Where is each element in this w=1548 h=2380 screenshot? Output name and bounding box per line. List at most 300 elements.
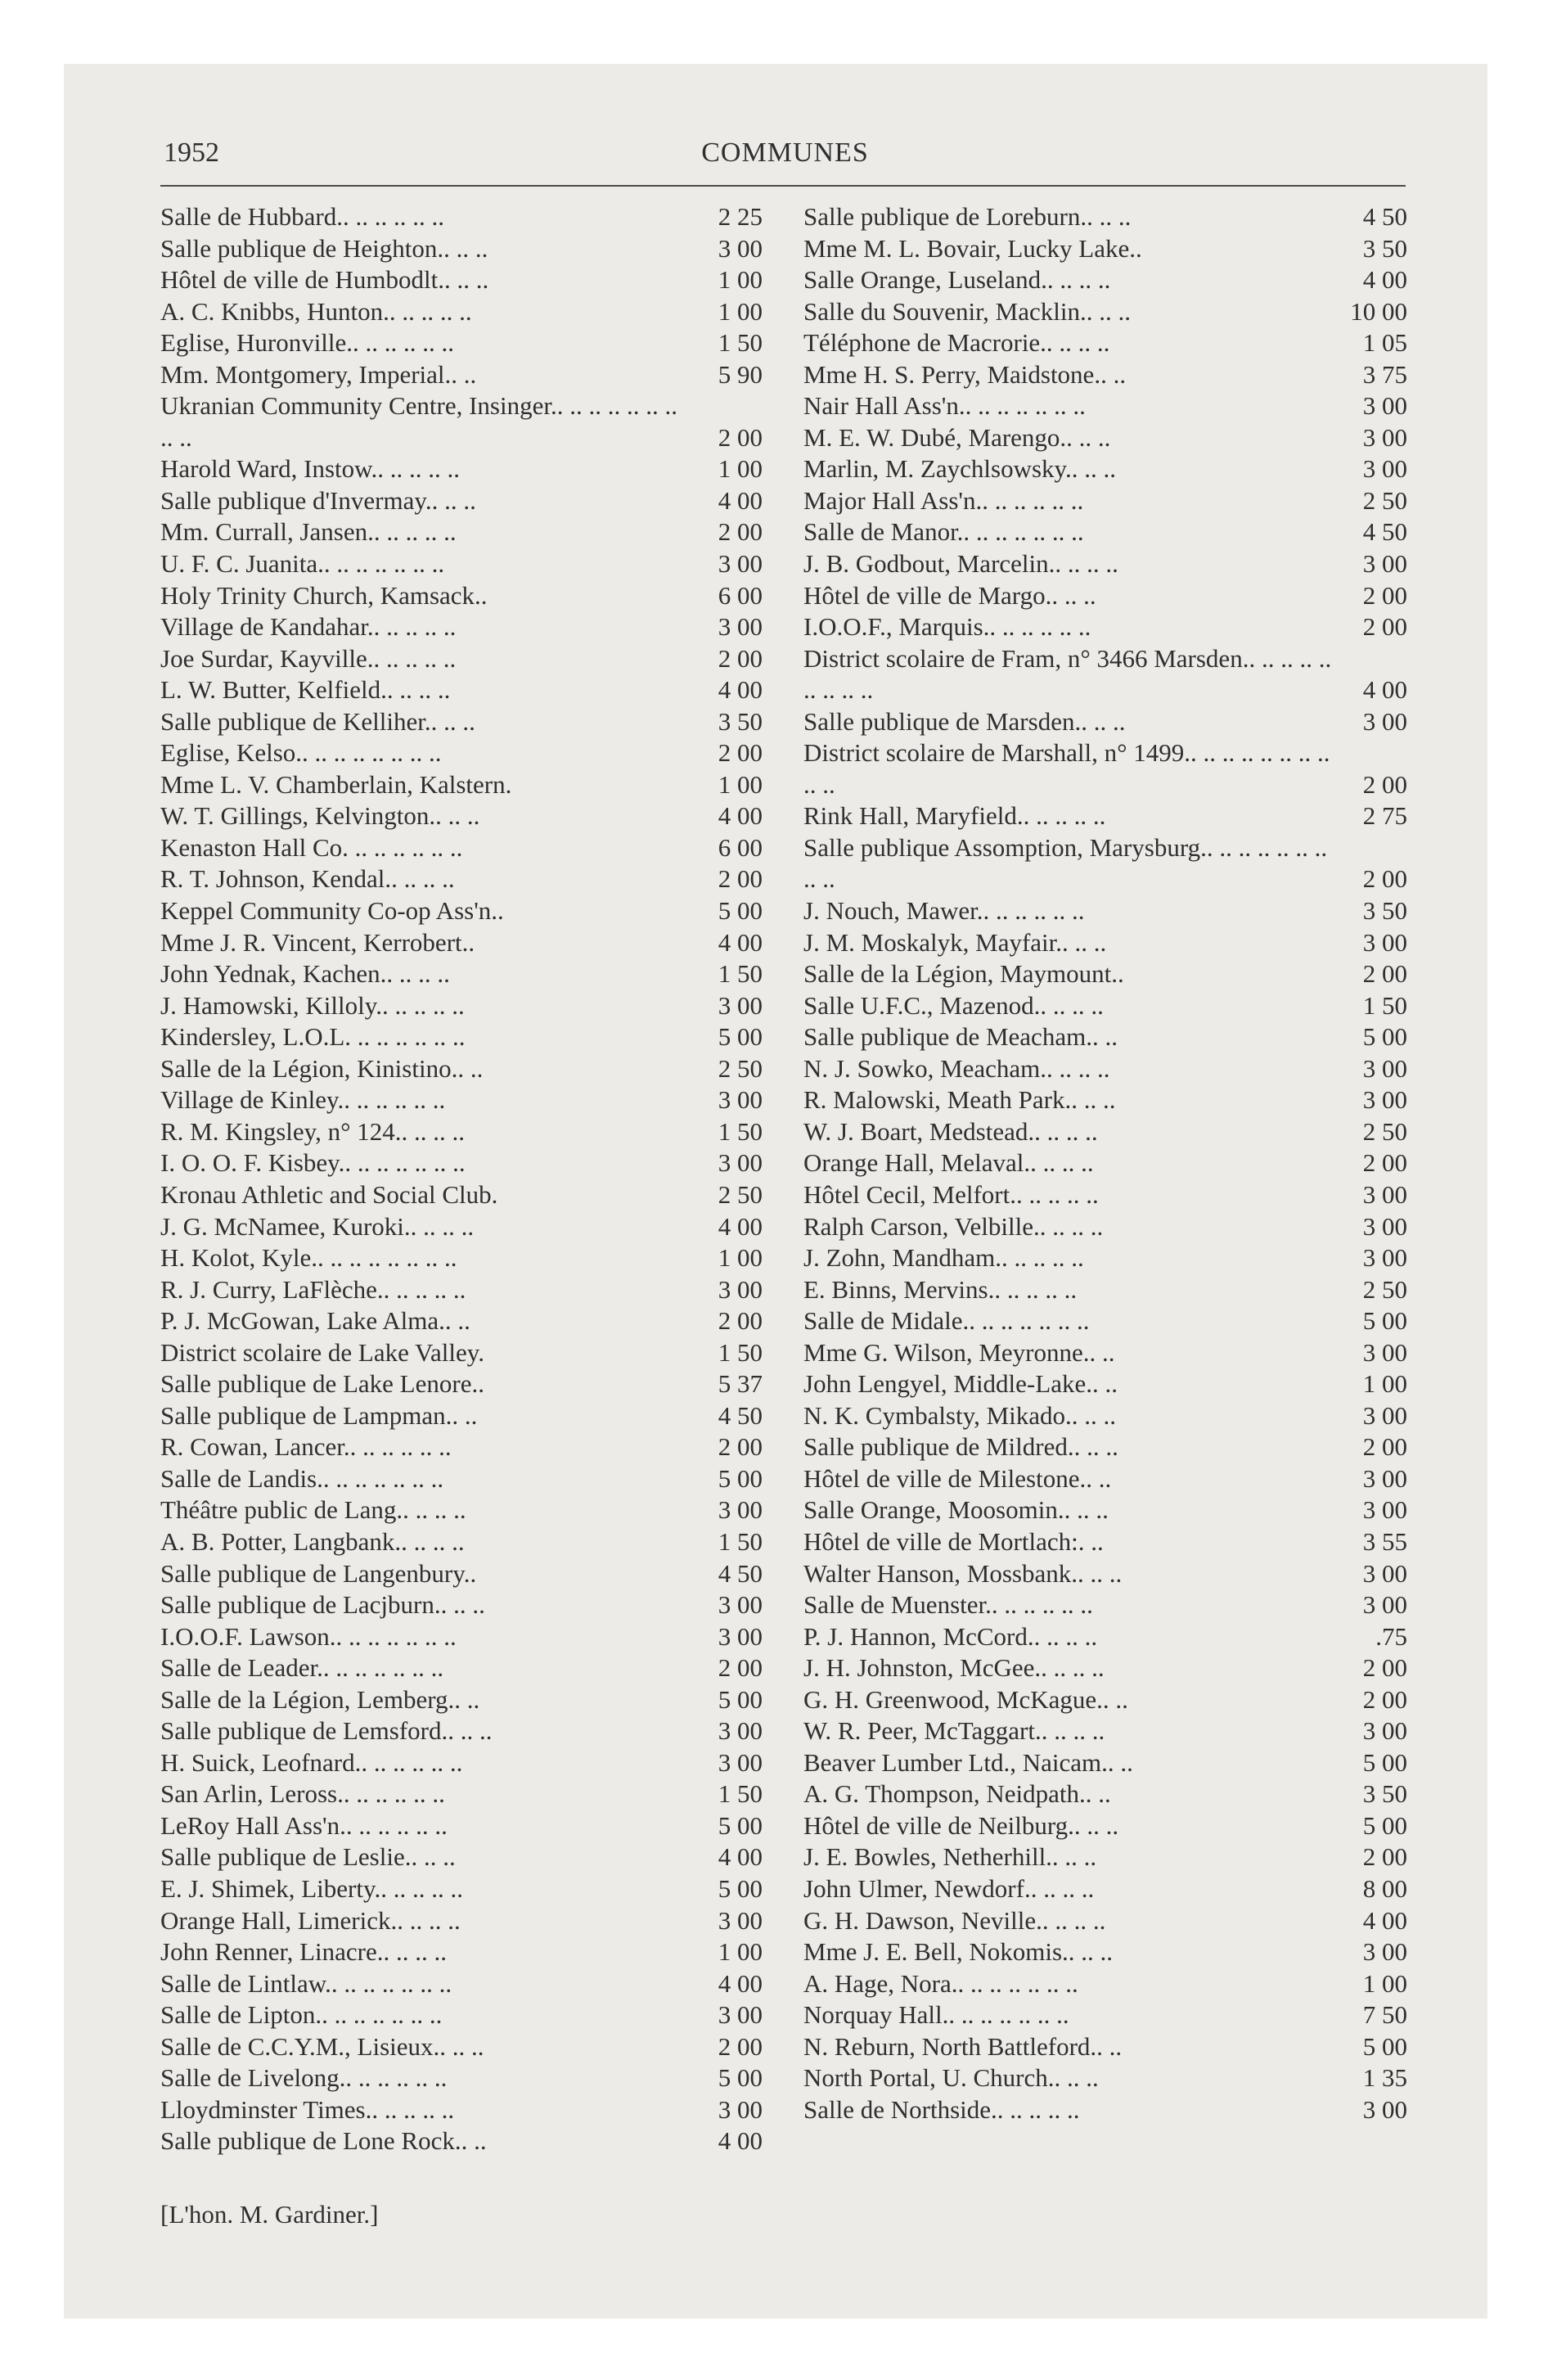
entry-name: J. H. Johnston, McGee.. .. .. .. (803, 1653, 1105, 1683)
entry-amount: 1 50 (718, 1337, 763, 1367)
list-item (160, 1621, 763, 1653)
entry-name: I. O. O. F. Kisbey.. .. .. .. .. .. .. (160, 1148, 466, 1178)
list-item (803, 1463, 1407, 1495)
list-item (803, 1558, 1407, 1590)
list-item (160, 800, 763, 832)
left-column (160, 201, 763, 2157)
list-item (160, 485, 763, 517)
entry-name: G. H. Greenwood, McKague.. .. (803, 1684, 1128, 1714)
list-item (803, 737, 1407, 800)
entry-name: Marlin, M. Zaychlsowsky.. .. .. (803, 454, 1117, 484)
entry-name: Orange Hall, Melaval.. .. .. .. (803, 1148, 1094, 1178)
entry-name: Salle publique de Leslie.. .. .. (160, 1842, 456, 1872)
list-item (160, 233, 763, 265)
entry-amount: 3 00 (718, 1747, 763, 1777)
entry-name: Salle de C.C.Y.M., Lisieux.. .. .. (160, 2031, 484, 2061)
list-item (160, 674, 763, 706)
entry-amount: 1 00 (718, 454, 763, 484)
entry-amount: 2 00 (718, 643, 763, 673)
entry-name: Joe Surdar, Kayville.. .. .. .. .. (160, 643, 457, 673)
entry-amount: 2 00 (1362, 1842, 1407, 1872)
entry-amount: 1 05 (1362, 328, 1407, 358)
entry-amount: 2 00 (1362, 1148, 1407, 1178)
entry-amount: 3 50 (718, 706, 763, 736)
entry-amount: 3 00 (1362, 391, 1407, 421)
entry-name: Théâtre public de Lang.. .. .. .. (160, 1495, 466, 1525)
entry-name: Hôtel Cecil, Melfort.. .. .. .. .. (803, 1179, 1099, 1209)
entry-amount: 7 50 (1362, 2000, 1407, 2030)
entry-amount: 2 00 (718, 738, 763, 768)
entry-name: Salle publique de Loreburn.. .. .. (803, 202, 1132, 231)
entry-name: Mme J. E. Bell, Nokomis.. .. .. (803, 1937, 1114, 1967)
list-item (803, 895, 1407, 927)
list-item (803, 1905, 1407, 1937)
list-item (803, 1810, 1407, 1842)
list-item (803, 990, 1407, 1022)
list-item (160, 927, 763, 959)
list-item (803, 2094, 1407, 2126)
list-item (160, 1400, 763, 1432)
list-item (803, 800, 1407, 832)
entry-amount: 2 50 (1362, 485, 1407, 515)
entry-name: J. M. Moskalyk, Mayfair.. .. .. (803, 927, 1107, 957)
speaker-footer: [L'hon. M. Gardiner.] (160, 2200, 379, 2229)
list-item (160, 516, 763, 548)
entry-amount: 4 00 (718, 485, 763, 515)
entry-amount: 3 00 (1362, 1716, 1407, 1746)
entry-name: Eglise, Huronville.. .. .. .. .. .. (160, 328, 455, 358)
list-item (160, 1053, 763, 1085)
entry-name: Salle de Midale.. .. .. .. .. .. .. (803, 1306, 1090, 1336)
entry-name: Salle publique de Lake Lenore.. (160, 1369, 484, 1399)
entry-amount: 3 00 (718, 612, 763, 642)
entry-amount: 2 00 (1362, 864, 1407, 894)
entry-amount: 2 00 (1362, 959, 1407, 989)
list-item (160, 1652, 763, 1684)
entry-name: Salle de Lipton.. .. .. .. .. .. .. (160, 2000, 443, 2030)
entry-amount: 4 00 (718, 2126, 763, 2156)
entry-amount: 1 50 (718, 1116, 763, 1146)
list-item (160, 264, 763, 296)
entry-amount: 4 00 (718, 1842, 763, 1872)
list-item (160, 359, 763, 391)
list-item (803, 1715, 1407, 1747)
list-item (803, 1147, 1407, 1179)
list-item (160, 1905, 763, 1937)
entry-name: Salle publique d'Invermay.. .. .. (160, 485, 476, 515)
list-item (803, 2031, 1407, 2063)
entry-amount: 4 00 (718, 801, 763, 831)
entry-amount: 5 00 (1362, 1022, 1407, 1052)
entry-name: John Yednak, Kachen.. .. .. .. (160, 959, 450, 989)
entry-amount: 4 50 (1362, 517, 1407, 547)
list-item (160, 1526, 763, 1558)
entry-amount: 4 00 (718, 1211, 763, 1241)
entry-amount: 5 00 (1362, 1306, 1407, 1336)
entry-amount: 2 00 (1362, 1653, 1407, 1683)
entry-name: Mm. Currall, Jansen.. .. .. .. .. (160, 517, 457, 547)
entry-amount: 3 00 (718, 1274, 763, 1304)
list-item (160, 296, 763, 328)
entry-name: R. T. Johnson, Kendal.. .. .. .. (160, 864, 455, 894)
entry-amount: 5 00 (718, 1463, 763, 1493)
list-item (803, 1337, 1407, 1369)
list-item (160, 1274, 763, 1306)
list-item (160, 327, 763, 359)
entry-name: E. Binns, Mervins.. .. .. .. .. (803, 1274, 1078, 1304)
entry-name: Hôtel de ville de Mortlach:. .. (803, 1526, 1104, 1556)
entry-amount: 1 00 (718, 769, 763, 799)
entry-amount: 3 00 (718, 2094, 763, 2124)
entry-name: Lloydminster Times.. .. .. .. .. (160, 2094, 455, 2124)
entry-name: Beaver Lumber Ltd., Naicam.. .. (803, 1747, 1133, 1777)
entry-amount: 1 50 (718, 959, 763, 989)
entry-name: Mme J. R. Vincent, Kerrobert.. (160, 927, 475, 957)
entry-amount: 1 50 (718, 1779, 763, 1809)
entry-amount: 2 00 (718, 1306, 763, 1336)
entry-amount: 3 00 (718, 1148, 763, 1178)
entry-amount: 3 00 (1362, 706, 1407, 736)
list-item (803, 958, 1407, 990)
entry-name: Téléphone de Macrorie.. .. .. .. (803, 328, 1110, 358)
page-year: 1952 (164, 137, 219, 168)
entry-name: W. R. Peer, McTaggart.. .. .. .. (803, 1716, 1105, 1746)
entry-amount: 2 50 (718, 1179, 763, 1209)
entry-name: District scolaire de Marshall, n° 1499.. .. .. .. .. .. .. .. .. .. (803, 738, 1330, 799)
entry-name: Salle du Souvenir, Macklin.. .. .. (803, 296, 1131, 326)
entry-name: Harold Ward, Instow.. .. .. .. .. (160, 454, 461, 484)
entry-amount: 2 00 (718, 1432, 763, 1462)
entry-amount: 4 00 (1362, 1905, 1407, 1935)
entry-amount: 3 00 (1362, 1463, 1407, 1493)
entry-amount: 2 00 (718, 864, 763, 894)
list-item (803, 1431, 1407, 1463)
entry-name: Village de Kandahar.. .. .. .. .. (160, 612, 457, 642)
entry-name: N. J. Sowko, Meacham.. .. .. .. (803, 1053, 1110, 1083)
entry-amount: 6 00 (718, 832, 763, 862)
entry-name: Salle publique de Lone Rock.. .. (160, 2126, 487, 2156)
entry-name: Holy Trinity Church, Kamsack.. (160, 580, 488, 610)
entry-name: John Ulmer, Newdorf.. .. .. .. (803, 1873, 1095, 1903)
entry-name: North Portal, U. Church.. .. .. (803, 2063, 1099, 2093)
entry-name: Salle publique de Mildred.. .. .. (803, 1432, 1118, 1462)
entry-amount: 5 00 (718, 896, 763, 926)
entry-name: A. G. Thompson, Neidpath.. .. (803, 1779, 1111, 1809)
entry-name: I.O.O.F., Marquis.. .. .. .. .. .. (803, 612, 1091, 642)
entry-name: Rink Hall, Maryfield.. .. .. .. .. (803, 801, 1106, 831)
entry-name: U. F. C. Juanita.. .. .. .. .. .. .. (160, 549, 445, 579)
entry-amount: 5 00 (1362, 2031, 1407, 2061)
entry-amount: 3 00 (1362, 549, 1407, 579)
entry-name: LeRoy Hall Ass'n.. .. .. .. .. .. (160, 1810, 448, 1840)
list-item (803, 516, 1407, 548)
entry-amount: 3 55 (1362, 1526, 1407, 1556)
entry-name: Hôtel de ville de Humbodlt.. .. .. (160, 265, 489, 295)
list-item (803, 296, 1407, 328)
right-column (803, 201, 1407, 2125)
entry-amount: 8 00 (1362, 1873, 1407, 1903)
list-item (803, 927, 1407, 959)
list-item (803, 1274, 1407, 1306)
entry-name: N. Reburn, North Battleford.. .. (803, 2031, 1123, 2061)
entry-amount: 3 00 (1362, 1337, 1407, 1367)
entry-amount: 2 50 (1362, 1274, 1407, 1304)
entry-name: A. B. Potter, Langbank.. .. .. .. (160, 1526, 465, 1556)
list-item (803, 1841, 1407, 1873)
list-item (160, 1021, 763, 1053)
entry-name: R. Cowan, Lancer.. .. .. .. .. .. (160, 1432, 452, 1462)
list-item (160, 863, 763, 895)
list-item (803, 485, 1407, 517)
entry-name: Salle U.F.C., Mazenod.. .. .. .. (803, 990, 1104, 1020)
entry-name: Salle publique Assomption, Marysburg.. .. .. .. .. .. .. .. .. (803, 832, 1328, 894)
entry-amount: 2 00 (718, 1653, 763, 1683)
list-item (803, 264, 1407, 296)
entry-name: J. Nouch, Mawer.. .. .. .. .. .. (803, 896, 1085, 926)
list-item (160, 1179, 763, 1211)
list-item (160, 1589, 763, 1621)
list-item (160, 1368, 763, 1400)
list-item (160, 548, 763, 580)
entry-name: Salle publique de Heighton.. .. .. (160, 233, 488, 263)
entry-amount: 1 00 (718, 1937, 763, 1967)
list-item (160, 2125, 763, 2157)
entry-name: San Arlin, Leross.. .. .. .. .. .. (160, 1779, 445, 1809)
entry-name: Norquay Hall.. .. .. .. .. .. .. (803, 2000, 1069, 2030)
entry-amount: 2 00 (718, 422, 763, 452)
entry-name: Hôtel de ville de Neilburg.. .. .. (803, 1810, 1119, 1840)
entry-name: Hôtel de ville de Margo.. .. .. (803, 580, 1096, 610)
entry-name: Salle de Muenster.. .. .. .. .. .. (803, 1590, 1093, 1620)
list-item (803, 1242, 1407, 1274)
entry-amount: 3 00 (718, 1905, 763, 1935)
entry-name: Salle Orange, Luseland.. .. .. .. (803, 265, 1111, 295)
entry-amount: 1 00 (1362, 1968, 1407, 1998)
list-item (803, 643, 1407, 706)
list-item (160, 1684, 763, 1716)
entry-amount: 4 50 (718, 1558, 763, 1588)
entry-name: Hôtel de ville de Milestone.. .. (803, 1463, 1112, 1493)
entry-amount: 3 00 (1362, 1053, 1407, 1083)
entry-amount: 2 25 (718, 202, 763, 231)
entry-name: Salle de Northside.. .. .. .. .. (803, 2094, 1080, 2124)
entry-name: J. G. McNamee, Kuroki.. .. .. .. (160, 1211, 475, 1241)
entry-amount: 1 50 (1362, 990, 1407, 1020)
entry-name: W. J. Boart, Medstead.. .. .. .. (803, 1116, 1098, 1146)
entry-name: Mme H. S. Perry, Maidstone.. .. (803, 359, 1127, 389)
list-item (160, 1936, 763, 1968)
entry-name: John Renner, Linacre.. .. .. .. (160, 1937, 447, 1967)
list-item (160, 1810, 763, 1842)
entry-name: Salle de Livelong.. .. .. .. .. .. (160, 2063, 448, 2093)
entry-name: Ralph Carson, Velbille.. .. .. .. (803, 1211, 1104, 1241)
entry-amount: 2 00 (718, 517, 763, 547)
entry-name: Village de Kinley.. .. .. .. .. .. (160, 1085, 446, 1115)
entry-amount: .75 (1375, 1621, 1407, 1651)
list-item (803, 832, 1407, 895)
entry-amount: 4 00 (1362, 265, 1407, 295)
entry-name: P. J. Hannon, McCord.. .. .. .. (803, 1621, 1098, 1651)
entry-name: Kenaston Hall Co. .. .. .. .. .. .. (160, 832, 463, 862)
list-item (160, 958, 763, 990)
entry-amount: 2 50 (718, 1053, 763, 1083)
entry-name: Mm. Montgomery, Imperial.. .. (160, 359, 477, 389)
list-item (160, 706, 763, 738)
entry-amount: 3 00 (1362, 927, 1407, 957)
entry-amount: 3 00 (718, 1495, 763, 1525)
entry-amount: 2 75 (1362, 801, 1407, 831)
entry-amount: 3 00 (1362, 1495, 1407, 1525)
entry-amount: 4 00 (718, 1968, 763, 1998)
entry-name: M. E. W. Dubé, Marengo.. .. .. (803, 422, 1111, 452)
entry-amount: 1 35 (1362, 2063, 1407, 2093)
list-item (160, 1778, 763, 1810)
entry-name: Salle de Leader.. .. .. .. .. .. .. (160, 1653, 444, 1683)
list-item (803, 453, 1407, 485)
entry-amount: 4 50 (1362, 202, 1407, 231)
list-item (160, 1211, 763, 1243)
list-item (803, 1684, 1407, 1716)
list-item (160, 580, 763, 612)
entry-name: L. W. Butter, Kelfield.. .. .. .. (160, 675, 451, 705)
list-item (803, 1526, 1407, 1558)
entry-name: Major Hall Ass'n.. .. .. .. .. .. (803, 485, 1084, 515)
entry-amount: 3 00 (1362, 1558, 1407, 1588)
list-item (160, 390, 763, 453)
list-item (803, 390, 1407, 422)
entry-amount: 5 00 (1362, 1747, 1407, 1777)
entry-amount: 2 50 (1362, 1116, 1407, 1146)
entry-amount: 3 00 (1362, 1590, 1407, 1620)
entry-amount: 4 00 (1362, 675, 1407, 705)
list-item (803, 548, 1407, 580)
entry-amount: 5 00 (1362, 1810, 1407, 1840)
list-item (160, 1242, 763, 1274)
list-item (803, 706, 1407, 738)
entry-name: J. Zohn, Mandham.. .. .. .. .. (803, 1243, 1084, 1273)
list-item (160, 1747, 763, 1779)
entry-name: J. E. Bowles, Netherhill.. .. .. (803, 1842, 1097, 1872)
entry-name: Orange Hall, Limerick.. .. .. .. (160, 1905, 461, 1935)
entry-name: Keppel Community Co-op Ass'n.. (160, 896, 504, 926)
entry-name: Salle de la Légion, Lemberg.. .. (160, 1684, 480, 1714)
entry-name: J. Hamowski, Killoly.. .. .. .. .. (160, 990, 465, 1020)
list-item (803, 1494, 1407, 1526)
entry-amount: 5 00 (718, 2063, 763, 2093)
list-item (803, 1116, 1407, 1148)
entry-amount: 3 00 (1362, 1400, 1407, 1430)
entry-name: District scolaire de Fram, n° 3466 Marsden.. .. .. .. .. .. .. .. .. (803, 643, 1332, 705)
entry-amount: 3 50 (1362, 896, 1407, 926)
entry-amount: 3 00 (718, 549, 763, 579)
list-item (160, 1463, 763, 1495)
entry-name: Mme M. L. Bovair, Lucky Lake.. (803, 233, 1142, 263)
entry-amount: 3 00 (718, 990, 763, 1020)
list-item (160, 1558, 763, 1590)
entry-name: R. Malowski, Meath Park.. .. .. (803, 1085, 1116, 1115)
list-item (160, 453, 763, 485)
entry-amount: 5 90 (718, 359, 763, 389)
entry-amount: 5 00 (718, 1810, 763, 1840)
list-item (803, 233, 1407, 265)
entry-amount: 1 50 (718, 328, 763, 358)
list-item (803, 359, 1407, 391)
entry-amount: 2 00 (1362, 1684, 1407, 1714)
entry-amount: 3 50 (1362, 233, 1407, 263)
list-item (160, 832, 763, 864)
entry-amount: 3 00 (718, 2000, 763, 2030)
entry-amount: 3 00 (718, 1590, 763, 1620)
entry-amount: 1 00 (718, 1243, 763, 1273)
entry-amount: 5 37 (718, 1369, 763, 1399)
list-item (160, 1116, 763, 1148)
entry-name: Eglise, Kelso.. .. .. .. .. .. .. .. (160, 738, 442, 768)
entry-name: Salle publique de Kelliher.. .. .. (160, 706, 475, 736)
entry-amount: 3 00 (718, 1716, 763, 1746)
entry-name: P. J. McGowan, Lake Alma.. .. (160, 1306, 470, 1336)
entry-amount: 2 00 (1362, 580, 1407, 610)
entry-amount: 4 50 (718, 1400, 763, 1430)
entry-amount: 3 50 (1362, 1779, 1407, 1809)
entry-amount: 1 00 (718, 265, 763, 295)
list-item (160, 1084, 763, 1116)
list-item (803, 1053, 1407, 1085)
list-item (803, 2062, 1407, 2094)
entry-name: R. M. Kingsley, n° 124.. .. .. .. (160, 1116, 466, 1146)
entry-name: Salle de la Légion, Kinistino.. .. (160, 1053, 484, 1083)
header-rule (160, 185, 1406, 187)
entry-name: Salle publique de Lacjburn.. .. .. (160, 1590, 485, 1620)
entry-amount: 2 00 (1362, 612, 1407, 642)
list-item (160, 1841, 763, 1873)
entry-amount: 3 00 (1362, 454, 1407, 484)
list-item (803, 1968, 1407, 2000)
page-header (164, 131, 1406, 175)
entry-name: Salle publique de Lampman.. .. (160, 1400, 478, 1430)
entry-name: H. Kolot, Kyle.. .. .. .. .. .. .. .. (160, 1243, 457, 1273)
entry-name: Salle de Landis.. .. .. .. .. .. .. (160, 1463, 444, 1493)
entry-amount: 4 00 (718, 927, 763, 957)
list-item (160, 1431, 763, 1463)
entry-name: Walter Hanson, Mossbank.. .. .. (803, 1558, 1123, 1588)
entry-amount: 3 00 (718, 233, 763, 263)
list-item (803, 1747, 1407, 1779)
entry-name: Salle publique de Meacham.. .. (803, 1022, 1118, 1052)
entry-amount: 3 75 (1362, 359, 1407, 389)
entry-name: Salle publique de Langenbury.. (160, 1558, 477, 1588)
entry-amount: 3 00 (718, 1085, 763, 1115)
entry-amount: 1 50 (718, 1526, 763, 1556)
list-item (803, 1305, 1407, 1337)
entry-amount: 1 00 (1362, 1369, 1407, 1399)
list-item (160, 1999, 763, 2031)
entry-amount: 3 00 (1362, 422, 1407, 452)
entry-name: A. C. Knibbs, Hunton.. .. .. .. .. (160, 296, 472, 326)
list-item (160, 1715, 763, 1747)
list-item (803, 1368, 1407, 1400)
list-item (803, 327, 1407, 359)
entry-amount: 5 00 (718, 1684, 763, 1714)
list-item (160, 1968, 763, 2000)
list-item (160, 201, 763, 233)
entry-name: H. Suick, Leofnard.. .. .. .. .. .. (160, 1747, 463, 1777)
entry-name: Salle de la Légion, Maymount.. (803, 959, 1124, 989)
entry-name: Salle de Lintlaw.. .. .. .. .. .. .. (160, 1968, 452, 1998)
list-item (160, 2094, 763, 2126)
entry-name: W. T. Gillings, Kelvington.. .. .. (160, 801, 480, 831)
entry-name: G. H. Dawson, Neville.. .. .. .. (803, 1905, 1106, 1935)
entry-amount: 3 00 (1362, 1937, 1407, 1967)
